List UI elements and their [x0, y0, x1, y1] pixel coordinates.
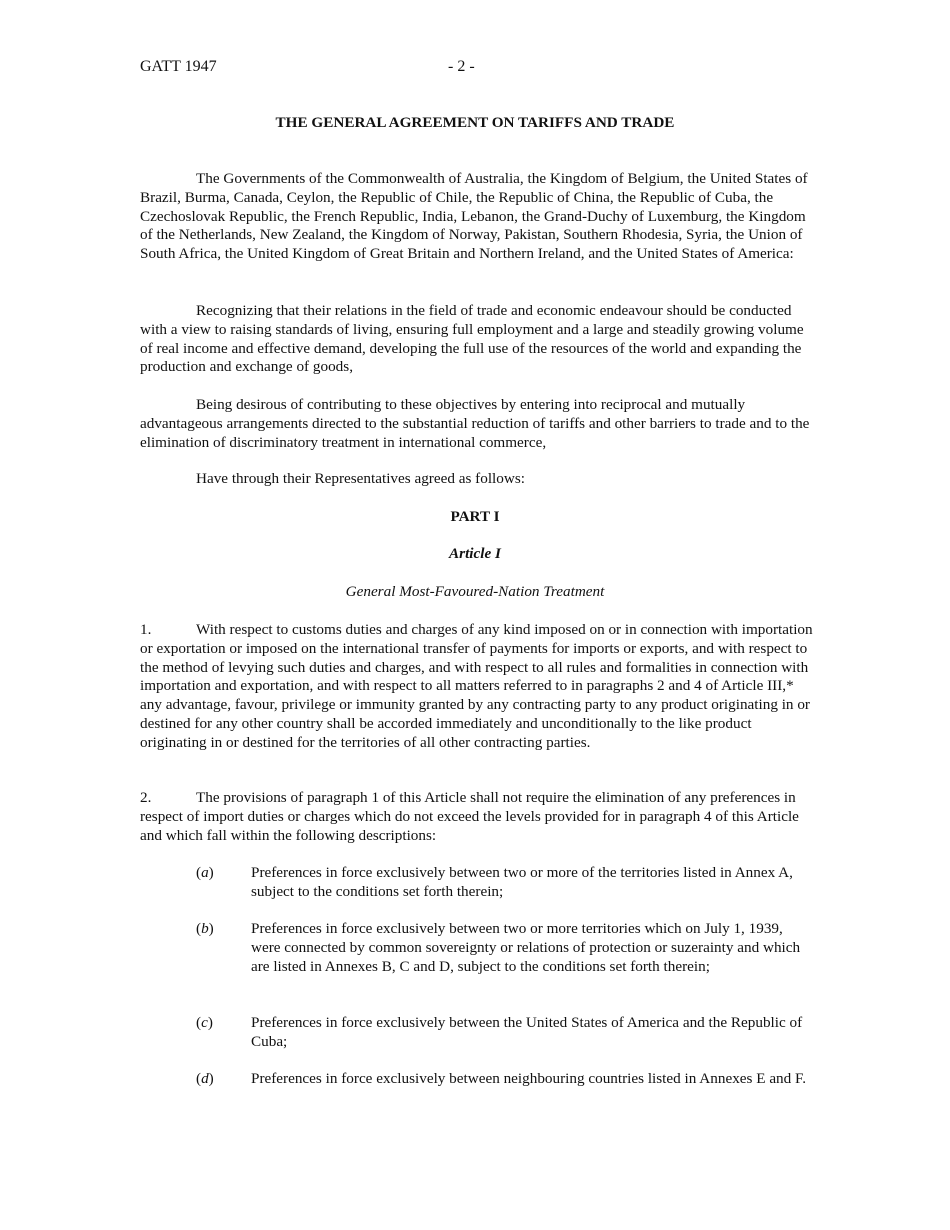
paragraph-number: 2. — [140, 789, 152, 806]
subparagraph-label: (b) — [196, 920, 214, 937]
subparagraph-text: Preferences in force exclusively between the United States of America and the Republic of Cuba; — [251, 1014, 803, 1050]
subparagraph-b — [196, 920, 816, 976]
subparagraph-text: Preferences in force exclusively between two or more territories which on July 1, 1939, were connected by common sovereignty or relations of protection or suzerainty and which are listed in Annexes B, C and D, subject to the conditions set forth therein; — [251, 920, 801, 975]
subparagraph-label: (a) — [196, 864, 214, 881]
header-document-name: GATT 1947 — [140, 58, 217, 75]
subparagraph-label: (c) — [196, 1014, 213, 1031]
preamble-paragraph-1 — [140, 170, 815, 264]
article-heading: Article I — [449, 545, 501, 562]
article-paragraph-2 — [140, 789, 815, 845]
preamble-text: Recognizing that their relations in the field of trade and economic endeavour should be conducted with a view to raising standards of living, ensuring full employment and a large and steadily growing volume of real income and effective demand, developing the full use of the resources of the world and expanding the production and exchange of goods, — [140, 302, 804, 376]
preamble-paragraph-4 — [140, 470, 815, 489]
document-title: THE GENERAL AGREEMENT ON TARIFFS AND TRADE — [275, 114, 675, 131]
subparagraph-text: Preferences in force exclusively between neighbouring countries listed in Annexes E and F. — [251, 1070, 807, 1087]
subparagraph-label: (d) — [196, 1070, 214, 1087]
part-heading: PART I — [450, 508, 500, 525]
preamble-paragraph-3 — [140, 396, 815, 452]
header-page-number: - 2 - — [448, 58, 475, 75]
subparagraph-a — [196, 864, 816, 902]
subparagraph-text: Preferences in force exclusively between two or more of the territories listed in Annex A, subject to the conditions set forth therein; — [251, 864, 793, 900]
article-paragraph-1 — [140, 621, 815, 753]
article-title: General Most-Favoured-Nation Treatment — [345, 583, 605, 600]
preamble-text: The Governments of the Commonwealth of Australia, the Kingdom of Belgium, the United States of Brazil, Burma, Canada, Ceylon, the Republic of Chile, the Republic of China, the Republic of Cuba, the Czechoslovak Republic, the French Republic, India, Lebanon, the Grand-Duchy of Luxemburg, the Kingdom of the Netherlands, New Zealand, the Kingdom of Norway, Pakistan, Southern Rhodesia, Syria, the Union of South Africa, the United Kingdom of Great Britain and Northern Ireland, and the United States of America: — [140, 170, 808, 263]
preamble-text: Have through their Representatives agreed as follows: — [196, 470, 525, 487]
subparagraph-d — [196, 1070, 816, 1089]
paragraph-text: The provisions of paragraph 1 of this Article shall not require the elimination of any preferences in respect of import duties or charges which do not exceed the levels provided for in paragraph 4 of this Article and which fall within the following descriptions: — [140, 789, 799, 844]
preamble-paragraph-2 — [140, 302, 815, 377]
paragraph-text: With respect to customs duties and charges of any kind imposed on or in connection with importation or exportation or imposed on the international transfer of payments for imports or exports, and with respect to the method of levying such duties and charges, and with respect to all rules and formalities in connection with importation and exportation, and with respect to all matters referred to in paragraphs 2 and 4 of Article III,* any advantage, favour, privilege or immunity granted by any contracting party to any product originating in or destined for any other country shall be accorded immediately and unconditionally to the like product originating in or destined for the territories of all other contracting parties. — [140, 621, 813, 751]
preamble-text: Being desirous of contributing to these objectives by entering into reciprocal and mutually advantageous arrangements directed to the substantial reduction of tariffs and other barriers to trade and to the elimination of discriminatory treatment in international commerce, — [140, 396, 810, 451]
paragraph-number: 1. — [140, 621, 152, 638]
subparagraph-c — [196, 1014, 816, 1052]
